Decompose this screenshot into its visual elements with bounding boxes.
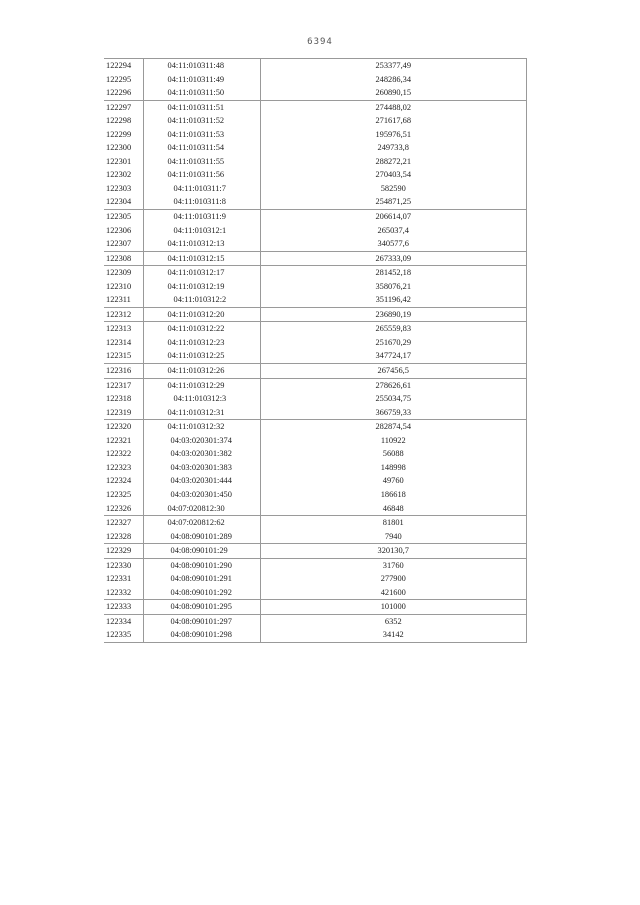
cadastral-number: 04:11:010311:7 xyxy=(143,182,260,196)
cadastral-number: 04:03:020301:374 xyxy=(143,434,260,448)
row-id: 122297 xyxy=(104,100,143,114)
cadastral-value: 260890,15 xyxy=(260,86,526,100)
row-id: 122316 xyxy=(104,364,143,379)
cadastral-value: 46848 xyxy=(260,502,526,516)
table-row xyxy=(104,195,526,209)
row-id: 122318 xyxy=(104,392,143,406)
row-id: 122307 xyxy=(104,237,143,251)
row-id: 122310 xyxy=(104,280,143,294)
cadastral-number: 04:07:020812:30 xyxy=(143,502,260,516)
row-id: 122331 xyxy=(104,572,143,586)
table-row xyxy=(104,516,526,530)
table-row xyxy=(104,502,526,516)
cadastral-value: 265559,83 xyxy=(375,324,412,334)
cadastral-value: 31760 xyxy=(382,560,404,570)
cadastral-number: 04:11:010312:31 xyxy=(143,406,260,420)
cadastral-number: 04:11:010312:17 xyxy=(143,266,260,280)
row-id: 122320 xyxy=(104,420,143,434)
table-row xyxy=(104,447,526,461)
cadastral-number: 04:07:020812:62 xyxy=(143,516,260,530)
cadastral-number: 04:08:090101:291 xyxy=(143,572,260,586)
table-row xyxy=(104,100,526,114)
cadastral-value: 358076,21 xyxy=(375,281,412,291)
table-row xyxy=(104,378,526,392)
table-row xyxy=(104,182,526,196)
row-id: 122315 xyxy=(104,349,143,363)
row-id: 122319 xyxy=(104,406,143,420)
cadastral-value: 56088 xyxy=(382,449,404,459)
cadastral-number: 04:11:010311:9 xyxy=(143,210,260,224)
table-row xyxy=(104,168,526,182)
cadastral-value: 270403,54 xyxy=(375,170,412,180)
table-row xyxy=(104,420,526,434)
table-row xyxy=(104,364,526,379)
cadastral-number: 04:11:010312:1 xyxy=(143,224,260,238)
cadastral-value: 34142 xyxy=(382,630,404,640)
table-row xyxy=(104,237,526,251)
row-id: 122303 xyxy=(104,182,143,196)
cadastral-number: 04:11:010311:56 xyxy=(143,168,260,182)
row-id: 122305 xyxy=(104,210,143,224)
row-id: 122334 xyxy=(104,614,143,628)
row-id: 122323 xyxy=(104,461,143,475)
cadastral-number: 04:11:010312:26 xyxy=(143,364,260,379)
cadastral-number: 04:08:090101:298 xyxy=(143,628,260,642)
cadastral-value: 253377,49 xyxy=(375,61,412,70)
row-id: 122327 xyxy=(104,516,143,530)
cadastral-value: 81801 xyxy=(382,518,404,528)
cadastral-number: 04:08:090101:289 xyxy=(143,530,260,544)
row-id: 122308 xyxy=(104,251,143,266)
cadastral-number: 04:08:090101:295 xyxy=(143,600,260,615)
cadastral-number: 04:03:020301:444 xyxy=(143,474,260,488)
table-row xyxy=(104,434,526,448)
cadastral-value: 195976,51 xyxy=(375,129,412,139)
cadastral-number: 04:11:010311:50 xyxy=(143,86,260,100)
cadastral-value: 278626,61 xyxy=(375,380,412,390)
cadastral-number: 04:08:090101:297 xyxy=(143,614,260,628)
cadastral-number: 04:11:010312:25 xyxy=(143,349,260,363)
table-row xyxy=(104,336,526,350)
row-id: 122330 xyxy=(104,558,143,572)
cadastral-number: 04:11:010312:32 xyxy=(143,420,260,434)
row-id: 122311 xyxy=(104,293,143,307)
cadastral-value: 6352 xyxy=(384,616,402,626)
data-table-grid xyxy=(104,59,526,642)
cadastral-value: 255034,75 xyxy=(375,394,412,404)
cadastral-value: 340577,6 xyxy=(260,237,526,251)
cadastral-value: 267333,09 xyxy=(260,251,526,266)
table-row xyxy=(104,406,526,420)
row-id: 122328 xyxy=(104,530,143,544)
cadastral-value: 274488,02 xyxy=(375,102,412,112)
cadastral-number: 04:11:010312:29 xyxy=(143,378,260,392)
table-row xyxy=(104,600,526,615)
cadastral-number: 04:11:010312:19 xyxy=(143,280,260,294)
row-id: 122304 xyxy=(104,195,143,209)
table-row xyxy=(104,210,526,224)
page-number: 6394 xyxy=(307,37,333,47)
row-id: 122333 xyxy=(104,600,143,615)
cadastral-value: 281452,18 xyxy=(375,268,412,278)
table-row xyxy=(104,586,526,600)
cadastral-number: 04:11:010311:55 xyxy=(143,155,260,169)
table-row xyxy=(104,280,526,294)
cadastral-number: 04:11:010311:49 xyxy=(143,73,260,87)
cadastral-number: 04:11:010311:53 xyxy=(143,128,260,142)
table-row xyxy=(104,614,526,628)
row-id: 122306 xyxy=(104,224,143,238)
row-id: 122294 xyxy=(104,59,143,73)
table-row xyxy=(104,224,526,238)
cadastral-value: 49760 xyxy=(382,476,404,486)
cadastral-value: 582590 xyxy=(380,183,406,193)
table-row xyxy=(104,558,526,572)
cadastral-number: 04:11:010311:8 xyxy=(143,195,260,209)
cadastral-number: 04:03:020301:383 xyxy=(143,461,260,475)
row-id: 122298 xyxy=(104,114,143,128)
row-id: 122313 xyxy=(104,322,143,336)
cadastral-value: 421600 xyxy=(260,586,526,600)
table-row xyxy=(104,628,526,642)
table-row xyxy=(104,73,526,87)
row-id: 122326 xyxy=(104,502,143,516)
cadastral-number: 04:11:010312:13 xyxy=(143,237,260,251)
row-id: 122309 xyxy=(104,266,143,280)
cadastral-value: 206614,07 xyxy=(375,212,412,222)
table-row xyxy=(104,488,526,502)
table-row xyxy=(104,114,526,128)
row-id: 122321 xyxy=(104,434,143,448)
cadastral-value: 271617,68 xyxy=(375,116,412,126)
cadastral-number: 04:11:010312:2 xyxy=(143,293,260,307)
table-row xyxy=(104,474,526,488)
table-row xyxy=(104,251,526,266)
cadastral-value: 251670,29 xyxy=(375,337,412,347)
table-row xyxy=(104,128,526,142)
row-id: 122332 xyxy=(104,586,143,600)
cadastral-value: 254871,25 xyxy=(260,195,526,209)
table-row xyxy=(104,461,526,475)
cadastral-value: 248286,34 xyxy=(375,74,412,84)
row-id: 122322 xyxy=(104,447,143,461)
row-id: 122300 xyxy=(104,141,143,155)
cadastral-value: 101000 xyxy=(260,600,526,615)
cadastral-number: 04:03:020301:450 xyxy=(143,488,260,502)
table-row xyxy=(104,572,526,586)
cadastral-number: 04:08:090101:29 xyxy=(143,544,260,559)
cadastral-value: 7940 xyxy=(260,530,526,544)
cadastral-value: 265037,4 xyxy=(377,225,409,235)
cadastral-number: 04:11:010312:20 xyxy=(143,307,260,322)
row-id: 122325 xyxy=(104,488,143,502)
table-row xyxy=(104,141,526,155)
cadastral-number: 04:11:010312:15 xyxy=(143,251,260,266)
cadastral-value: 347724,17 xyxy=(260,349,526,363)
table-row xyxy=(104,59,526,73)
row-id: 122329 xyxy=(104,544,143,559)
table-row xyxy=(104,86,526,100)
row-id: 122295 xyxy=(104,73,143,87)
table-row xyxy=(104,266,526,280)
cadastral-value: 186618 xyxy=(380,489,406,499)
table-row xyxy=(104,293,526,307)
row-id: 122317 xyxy=(104,378,143,392)
table-row xyxy=(104,307,526,322)
cadastral-value: 148998 xyxy=(380,462,406,472)
table-row xyxy=(104,349,526,363)
row-id: 122296 xyxy=(104,86,143,100)
cadastral-number: 04:11:010312:23 xyxy=(143,336,260,350)
row-id: 122312 xyxy=(104,307,143,322)
row-id: 122299 xyxy=(104,128,143,142)
cadastral-number: 04:03:020301:382 xyxy=(143,447,260,461)
cadastral-value: 351196,42 xyxy=(260,293,526,307)
cadastral-number: 04:11:010312:3 xyxy=(143,392,260,406)
cadastral-number: 04:11:010311:51 xyxy=(143,100,260,114)
cadastral-number: 04:11:010312:22 xyxy=(143,322,260,336)
table-row xyxy=(104,544,526,559)
table-body xyxy=(104,59,526,642)
row-id: 122335 xyxy=(104,628,143,642)
cadastral-value: 320130,7 xyxy=(260,544,526,559)
cadastral-number: 04:08:090101:292 xyxy=(143,586,260,600)
cadastral-value: 110922 xyxy=(380,435,406,445)
cadastral-number: 04:08:090101:290 xyxy=(143,558,260,572)
row-id: 122302 xyxy=(104,168,143,182)
cadastral-value: 282874,54 xyxy=(375,422,412,432)
row-id: 122314 xyxy=(104,336,143,350)
table-row xyxy=(104,155,526,169)
cadastral-value: 236890,19 xyxy=(260,307,526,322)
cadastral-value: 288272,21 xyxy=(375,156,412,166)
row-id: 122324 xyxy=(104,474,143,488)
data-table xyxy=(104,58,527,643)
table-row xyxy=(104,530,526,544)
cadastral-value: 366759,33 xyxy=(260,406,526,420)
cadastral-number: 04:11:010311:52 xyxy=(143,114,260,128)
table-row xyxy=(104,392,526,406)
cadastral-number: 04:11:010311:48 xyxy=(143,59,260,73)
cadastral-value: 249733,8 xyxy=(377,143,409,153)
cadastral-number: 04:11:010311:54 xyxy=(143,141,260,155)
table-row xyxy=(104,322,526,336)
row-id: 122301 xyxy=(104,155,143,169)
cadastral-value: 277900 xyxy=(380,574,406,584)
cadastral-value: 267456,5 xyxy=(260,364,526,379)
